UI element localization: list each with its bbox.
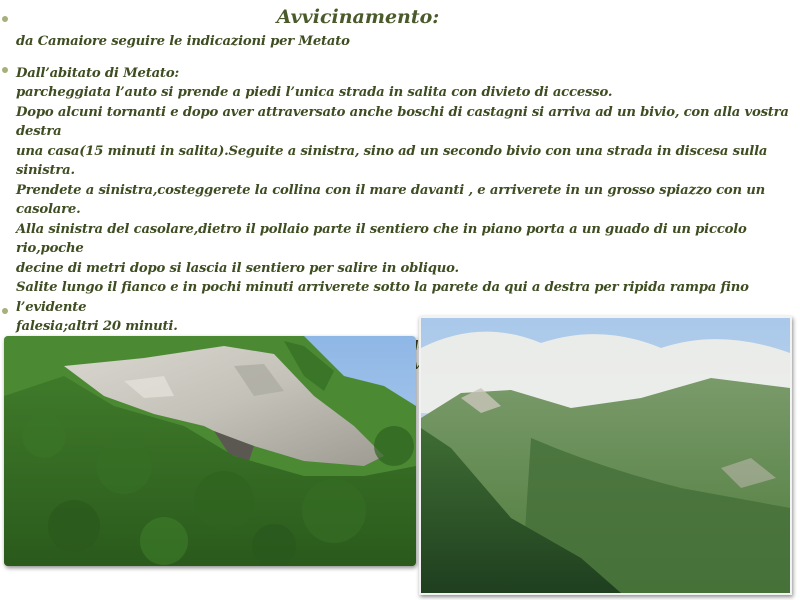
bullet-marker <box>2 308 8 314</box>
text-line: una casa(15 minuti in salita).Seguite a sinistra, sino ad un secondo bivio con una strada in discesa sulla sinistra. <box>16 143 768 178</box>
text-line: da Camaiore seguire le indicazioni per Metato <box>16 34 350 49</box>
text-line: Alla sinistra del casolare,dietro il pollaio parte il sentiero che in piano porta a un guado di un piccolo rio,poche <box>16 221 747 256</box>
text-line: parcheggiata l’auto si prende a piedi l’unica strada in salita con divieto di accesso. <box>16 85 613 100</box>
text-line: decine di metri dopo si lascia il sentiero per salire in obliquo. <box>16 260 459 276</box>
photo-cliff-image <box>4 336 416 566</box>
photo-valley <box>419 316 792 595</box>
bullet-marker <box>2 16 8 22</box>
bullet-marker <box>2 67 8 73</box>
photo-cliff <box>4 336 416 566</box>
text-line: Dall’abitato di Metato: <box>16 65 180 81</box>
text-line: Dopo alcuni tornanti e dopo aver attraversato anche boschi di castagni si arriva ad un bivio, con alla vostra destra <box>16 104 789 139</box>
text-line: falesia;altri 20 minuti. <box>16 319 178 334</box>
text-line: Salite lungo il fianco e in pochi minuti arriverete sotto la parete da qui a destra per ripida rampa fino l’evidente <box>16 280 749 315</box>
text-line: Prendete a sinistra,costeggerete la collina con il mare davanti , e arriverete in un grosso spiazzo con un casolare. <box>16 182 766 217</box>
page-title: Avvicinamento: <box>276 6 440 28</box>
photo-valley-image <box>421 318 790 593</box>
